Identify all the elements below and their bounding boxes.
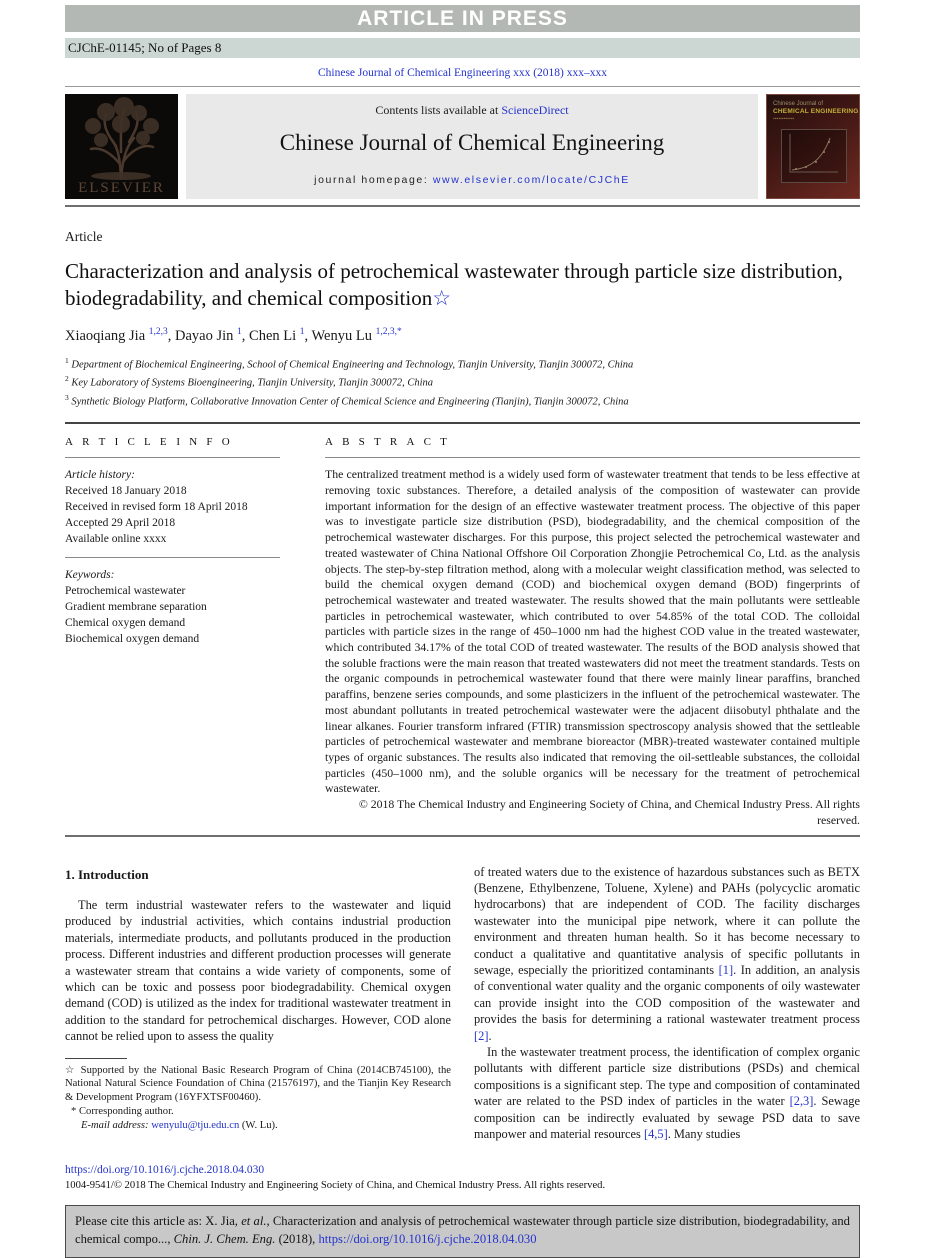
keyword-item: Petrochemical wastewater	[65, 585, 186, 598]
keyword-item: Biochemical oxygen demand	[65, 633, 200, 646]
footnote-rule	[65, 1058, 127, 1059]
body-text-section	[65, 864, 860, 1143]
article-in-press-text: ARTICLE IN PRESS	[357, 6, 568, 30]
email-label: E-mail address:	[81, 1119, 149, 1131]
manuscript-id: CJChE-01145; No of Pages 8	[68, 40, 222, 55]
body-paragraph	[474, 864, 860, 1044]
citation-etal: et al.	[241, 1214, 267, 1229]
keyword-item: Chemical oxygen demand	[65, 617, 186, 630]
affiliation-text: Department of Biochemical Engineering, School of Chemical Engineering and Technology, Tianjin University, Tianjin 300072, China	[71, 359, 634, 371]
elsevier-wordmark: ELSEVIER	[78, 180, 165, 196]
affiliation-row	[65, 372, 860, 391]
author-superscript: 1	[237, 327, 242, 337]
history-item: Accepted 29 April 2018	[65, 517, 176, 530]
abstract-text: The centralized treatment method is a widely used form of wastewater treatment that tends to be less effective at removing toxic substances. Therefore, a detailed analysis of the composition of wastewater can provide important information for the design of an effective wastewater treatment process. The objective of this paper was to investigate particle size distribution (PSD), biodegradability, and the chemical composition of the petrochemical wastewater discharges. For this purpose, this project selected the petrochemical wastewater and treated wastewater of China National Offshore Oil Corporation Zhongjie Petrochemical Co, Ltd. as the analysis objects. The step-by-step filtration method, along with a molecular weight classification method, was selected to build the chemical oxygen demand (COD) and biochemical oxygen demand (BOD) fingerprints of petrochemical wastewater and treated wastewater. The results showed that the main pollutants were settleable particles in petrochemical wastewater, which contributed to over 54.85% of the total COD. The colloidal particles with particle sizes in the range of 450–1000 nm had the highest COD value in the treated wastewater, which contributed 34.17% of the total COD of treated wastewater. The results of the BOD analysis showed that the soluble fractions were the main reason that treated wastewaters did not meet the treatment standards. Tests on the organic compounds in petrochemical wastewater found that there were mainly linear paraffins, branched paraffins, benzene series compounds, and some plasticizers in the influent of the petrochemical wastewater. The most abundant pollutants in treated petrochemical wastewater were the adjacent diisobutyl phthalate and the linear alkanes. Fourier transform infrared (FTIR) transmission spectroscopy analysis showed that the settleable particles of petrochemical wastewater and membrane bioreactor (MBR)-treated wastewater contained multiple types of organic substances. The results also indicated that removing the oil-settleable substances, the colloidal particles (450–1000 nm), and the soluble organics will be necessary for the treatment of petrochemical wastewater.	[325, 467, 860, 796]
masthead-bottom-rule	[65, 205, 860, 207]
citation-journal-abbrev: Chin. J. Chem. Eng.	[173, 1231, 276, 1246]
article-in-press-banner	[65, 5, 860, 32]
keywords-label: Keywords:	[65, 569, 115, 582]
citation-notice-box	[65, 1205, 860, 1258]
article-type-label: Article	[65, 229, 103, 244]
elsevier-tree-icon	[71, 96, 171, 180]
reference-link[interactable]: [1]	[718, 962, 734, 977]
funding-text: Supported by the National Basic Research Program of China (2014CB745100), the National Natural Science Foundation of China (21576197), and the Tianjin Key Research & Development Program (16YFXTSF00460).	[65, 1064, 452, 1103]
email-suffix: (W. Lu).	[239, 1119, 278, 1131]
paragraph-text: . Many studies	[667, 1127, 741, 1141]
head-divider-rule	[65, 422, 860, 424]
author-separator: ,	[167, 327, 176, 344]
body-paragraph: The term industrial wastewater refers to the wastewater and liquid produced by industrial activities, which contains industrial production materials, intermediate products, and pollutants produced in the production process. Different industries and different production processes will generate a wastewater stream that contains a wide variety of components, some of which can be toxic and possess poor biodegradability. Chemical oxygen demand (COD) is utilized as the index for traditional wastewater treatment in addition to the standard for petrochemical discharges. However, COD alone cannot be relied upon to assess the quality	[65, 897, 451, 1044]
section-heading-introduction: 1. Introduction	[65, 866, 149, 882]
affiliation-text: Synthetic Biology Platform, Collaborative Innovation Center of Chemical Science and Engineering (Tianjin), Tianjin 300072, China	[71, 396, 629, 408]
author-separator: ,	[304, 327, 312, 344]
homepage-url-link[interactable]: www.elsevier.com/locate/CJChE	[432, 174, 630, 186]
citation-text: , Characterization and analysis of petrochemical wastewater through particle size distribution, biodegradability, and chemical compo...,	[75, 1214, 850, 1246]
affiliation-text: Key Laboratory of Systems Bioengineering, Tianjin University, Tianjin 300072, China	[71, 377, 434, 389]
body-right-column	[474, 864, 860, 1143]
funding-star-marker: ☆	[65, 1064, 77, 1076]
article-info-column	[65, 436, 280, 828]
corresponding-marker: *	[71, 1106, 77, 1118]
body-left-column	[65, 864, 451, 1143]
citation-doi-link[interactable]: https://doi.org/10.1016/j.cjche.2018.04.030	[318, 1231, 537, 1246]
author-name[interactable]: Wenyu Lu	[311, 327, 372, 344]
masthead	[65, 94, 860, 199]
author-name[interactable]: Xiaoqiang Jia	[65, 327, 146, 344]
paragraph-text: of treated waters due to the existence of hazardous substances such as BETX (Benzene, Ethylbenzene, Toluene, Xylene) and PAHs (polycyclic aromatic hydrocarbons) that are independent of COD. The facility discharges wastewater into the municipal pipe network, where it can pollute the environment and threaten human health. So it has become necessary to conduct a qualitative and quantitative analysis of specific pollutants in sewage, especially the prioritized contaminants	[474, 864, 860, 977]
homepage-label: journal homepage:	[314, 174, 433, 186]
doi-link[interactable]: https://doi.org/10.1016/j.cjche.2018.04.030	[65, 1164, 265, 1177]
author-superscript: 1,2,3,*	[375, 327, 402, 337]
citation-text: Please cite this article as: X. Jia,	[75, 1214, 242, 1229]
keywords-block	[65, 567, 280, 647]
paragraph-text: . Sewage composition can be indirectly evaluated by sewage PSD data to save manpower and material resources	[474, 1094, 860, 1141]
author-superscript: 1	[299, 327, 305, 337]
title-footnote-star[interactable]: ☆	[432, 286, 452, 310]
article-info-heading: A R T I C L E I N F O	[65, 436, 280, 458]
paragraph-text: .	[488, 1028, 492, 1043]
cover-title-line1: Chinese Journal of	[773, 101, 824, 107]
footnotes-block	[65, 1058, 451, 1133]
reference-link[interactable]: [2]	[474, 1028, 489, 1043]
body-paragraph	[474, 1044, 860, 1142]
history-item: Received in revised form 18 April 2018	[65, 501, 248, 514]
abstract-column	[325, 436, 860, 828]
article-title-text: Characterization and analysis of petrochemical wastewater through particle size distribution, biodegradability, and chemical composition	[65, 259, 843, 310]
keyword-item: Gradient membrane separation	[65, 601, 207, 614]
cover-chart-graphic	[781, 129, 847, 183]
footer	[65, 1164, 860, 1191]
corresponding-text: Corresponding author.	[78, 1106, 174, 1118]
cover-decorative-rule: ▪▪▪▪▪▪▪▪▪▪▪▪	[773, 116, 795, 122]
email-footnote	[65, 1119, 451, 1133]
affiliation-list	[65, 354, 860, 410]
contents-prefix: Contents lists available at	[375, 103, 502, 117]
issn-copyright-line: 1004-9541/© 2018 The Chemical Industry and Engineering Society of China, and Chemical Industry Press. All rights reserved.	[65, 1180, 606, 1192]
author-line	[65, 327, 860, 345]
contents-list-line	[186, 103, 758, 118]
sciencedirect-link[interactable]: ScienceDirect	[501, 103, 569, 117]
email-link[interactable]: wenyulu@tju.edu.cn	[151, 1119, 240, 1131]
info-abstract-section	[65, 436, 860, 828]
masthead-top-rule	[65, 86, 860, 87]
history-label: Article history:	[65, 469, 135, 482]
author-name[interactable]: Chen Li	[249, 327, 297, 344]
history-item: Available online xxxx	[65, 533, 167, 546]
reference-link[interactable]: [4,5]	[643, 1127, 668, 1141]
author-name[interactable]: Dayao Jin	[175, 327, 234, 344]
affiliation-row	[65, 354, 860, 373]
abstract-heading: A B S T R A C T	[325, 436, 860, 458]
cover-title-line2: CHEMICAL ENGINEERING	[773, 108, 859, 115]
abstract-copyright: © 2018 The Chemical Industry and Engineering Society of China, and Chemical Industry Press. All rights reserved.	[358, 797, 860, 827]
info-divider-rule	[65, 557, 280, 558]
paragraph-text: . In addition, an analysis of conventional water quality and the organic components of oily wastewater can provide insight into the COD composition of the wastewater and provides the basis for determining a rational wastewater treatment process	[474, 962, 860, 1027]
journal-citation-link[interactable]: Chinese Journal of Chemical Engineering xxx (2018) xxx–xxx	[317, 67, 608, 79]
elsevier-logo[interactable]	[65, 94, 178, 199]
manuscript-id-bar	[65, 38, 860, 58]
affiliation-number: 3	[65, 392, 69, 402]
affiliation-row	[65, 391, 860, 410]
reference-link[interactable]: [2,3]	[789, 1094, 814, 1109]
abstract-bottom-rule	[65, 835, 860, 837]
masthead-center	[186, 94, 758, 199]
paragraph-text: In the wastewater treatment process, the identification of complex organic pollutants with different particle size distributions (PSDs) and chemical compositions is a significant step. The type and composition of contaminated water are related to the PSD index of particles in the water	[474, 1044, 860, 1109]
history-item: Received 18 January 2018	[65, 485, 187, 498]
page	[65, 5, 860, 1258]
journal-cover-thumbnail[interactable]	[766, 94, 860, 199]
affiliation-number: 1	[65, 355, 69, 365]
journal-title: Chinese Journal of Chemical Engineering	[279, 130, 665, 155]
author-separator: ,	[241, 327, 250, 344]
author-superscript: 1,2,3	[148, 327, 168, 337]
affiliation-number: 2	[65, 374, 69, 384]
article-history	[65, 467, 280, 547]
journal-homepage-line	[186, 174, 758, 186]
citation-text: (2018),	[275, 1231, 319, 1246]
funding-footnote	[65, 1064, 451, 1105]
article-title	[65, 258, 860, 312]
corresponding-author-footnote	[65, 1105, 451, 1119]
